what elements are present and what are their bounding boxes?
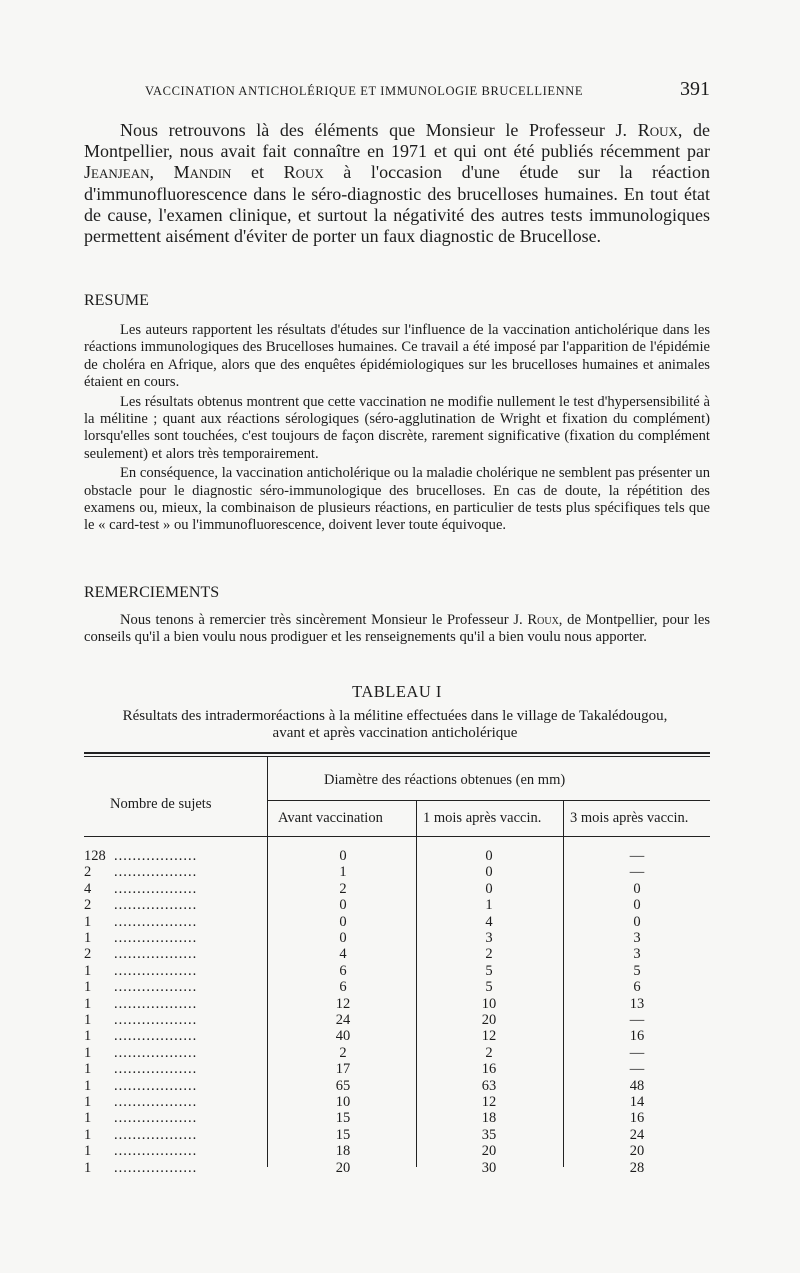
cell-before: 40 <box>335 1028 351 1045</box>
remerciements-heading: REMERCIEMENTS <box>84 584 220 601</box>
cell-3months: 6 <box>633 979 641 996</box>
cell-subjects: 1 <box>84 1143 92 1160</box>
cell-before: 0 <box>339 913 347 930</box>
cell-subjects: 1 <box>84 1061 92 1078</box>
cell-1month: 4 <box>485 913 493 930</box>
table-row <box>84 963 710 980</box>
cell-3months: 48 <box>629 1077 645 1094</box>
cell-1month: 0 <box>485 864 493 881</box>
cell-3months: 0 <box>633 913 641 930</box>
table-row <box>84 1094 710 1111</box>
cell-subjects: 1 <box>84 1094 92 1110</box>
results-table <box>84 752 710 1176</box>
cell-subjects: 1 <box>84 1077 92 1094</box>
table-row <box>84 1127 710 1144</box>
col-3months-header: 3 mois après vaccin. <box>570 810 689 826</box>
table-row <box>84 897 710 914</box>
leader-dots: .................. <box>114 1110 198 1127</box>
cell-3months: 0 <box>633 897 641 914</box>
leader-dots: .................. <box>114 979 198 996</box>
cell-before: 0 <box>339 930 347 946</box>
cell-3months: 3 <box>633 930 641 946</box>
header-mid-rule <box>267 800 710 801</box>
cell-before: 0 <box>339 897 347 914</box>
cell-1month: 0 <box>485 880 493 897</box>
col-1month-header: 1 mois après vaccin. <box>423 810 542 826</box>
cell-3months: 0 <box>633 880 641 897</box>
leader-dots: .................. <box>114 1077 198 1094</box>
resume-heading: RESUME <box>84 292 149 309</box>
cell-1month: 16 <box>481 1061 497 1078</box>
cell-3months: 20 <box>629 1143 645 1160</box>
intro-text-1: Nous retrouvons là des éléments que Monsieur le Professeur J. <box>120 120 638 140</box>
cell-subjects: 1 <box>84 1159 92 1176</box>
cell-subjects: 1 <box>84 913 92 930</box>
intro-paragraph <box>84 120 710 247</box>
table-row <box>84 930 710 947</box>
table-row <box>84 881 710 898</box>
resume-paragraph-2: Les résultats obtenus montrent que cette vaccination ne modifie nullement le test d'hypersensibilité à la mélitine ; quant aux réactions sérologiques (séro-agglutination de Wright et fixation du complément) lorsqu'elles sont touchées, c'est toujours de façon discrète, rarement significative (fixation du complément seulement) et alors très temporairement. <box>84 393 710 462</box>
resume-paragraph-1: Les auteurs rapportent les résultats d'études sur l'influence de la vaccination anticholérique dans les réactions immunologiques des Brucelloses humaines. Ce travail a été imposé par l'apparition de l'épidémie de choléra en Afrique, alors que des enquêtes épidémiologiques sur les brucelloses humaines et animales étaient en cours. <box>84 322 710 391</box>
cell-1month: 2 <box>485 946 493 963</box>
cell-subjects: 2 <box>84 946 92 963</box>
table-row <box>84 1061 710 1078</box>
table-top-rule-2 <box>84 756 710 757</box>
remerciements-paragraph <box>84 612 710 647</box>
leader-dots: .................. <box>114 864 198 881</box>
cell-3months: 3 <box>633 946 641 963</box>
cell-1month: 2 <box>485 1044 493 1061</box>
running-header <box>145 78 710 102</box>
leader-dots: .................. <box>114 1126 198 1143</box>
cell-before: 18 <box>335 1143 351 1160</box>
cell-before: 65 <box>335 1077 351 1094</box>
leader-dots: .................. <box>114 1028 198 1045</box>
cell-1month: 30 <box>481 1159 497 1176</box>
cell-before: 6 <box>339 962 347 979</box>
table-row <box>84 914 710 931</box>
author-name-jeanjean: Jeanjean <box>84 162 150 183</box>
cell-1month: 12 <box>481 1028 497 1045</box>
remerc-text-1: Nous tenons à remercier très sincèrement Monsieur le Professeur J. <box>120 612 528 628</box>
cell-3months: 28 <box>629 1159 645 1176</box>
intro-text-2: , de Montpellier, nous avait fait connaître en 1971 et qui ont été publiés récemment par <box>84 120 710 162</box>
remerc-text-2: , de Montpellier, pour les conseils qu'il a bien voulu nous prodiguer et les renseignements qu'il a bien voulu nous apporter. <box>84 612 710 646</box>
cell-before: 2 <box>339 880 347 897</box>
table-row <box>84 864 710 881</box>
cell-subjects: 2 <box>84 864 92 881</box>
cell-3months: 16 <box>629 1028 645 1045</box>
cell-before: 17 <box>335 1061 351 1078</box>
cell-3months: — <box>629 1061 645 1078</box>
cell-1month: 35 <box>481 1126 497 1143</box>
col-subjects-header: Nombre de sujets <box>110 796 212 812</box>
intro-text-4: et <box>231 162 284 183</box>
table-row <box>84 1012 710 1029</box>
cell-before: 2 <box>339 1044 347 1061</box>
cell-3months: — <box>629 864 645 881</box>
cell-1month: 10 <box>481 995 497 1012</box>
cell-subjects: 1 <box>84 962 92 979</box>
leader-dots: .................. <box>114 1061 198 1078</box>
resume-body <box>84 322 710 537</box>
cell-1month: 18 <box>481 1110 497 1127</box>
cell-1month: 3 <box>485 930 493 946</box>
cell-before: 15 <box>335 1110 351 1127</box>
remerc-name-roux: Roux <box>527 612 559 628</box>
leader-dots: .................. <box>114 1044 198 1061</box>
table-row <box>84 996 710 1013</box>
cell-1month: 5 <box>485 979 493 996</box>
header-bottom-rule <box>84 836 710 837</box>
cell-subjects: 1 <box>84 930 92 946</box>
cell-before: 12 <box>335 995 351 1012</box>
cell-3months: — <box>629 1044 645 1061</box>
running-title: VACCINATION ANTICHOLÉRIQUE ET IMMUNOLOGIE BRUCELLIENNE <box>145 84 584 98</box>
cell-1month: 5 <box>485 962 493 979</box>
table-row <box>84 848 710 865</box>
table-row <box>84 1028 710 1045</box>
cell-3months: 13 <box>629 995 645 1012</box>
leader-dots: .................. <box>114 1143 198 1160</box>
cell-1month: 63 <box>481 1077 497 1094</box>
cell-subjects: 128 <box>84 848 106 864</box>
cell-subjects: 1 <box>84 1044 92 1061</box>
author-name-roux-2: Roux <box>283 162 324 183</box>
table-caption: Résultats des intradermoréactions à la mélitine effectuées dans le village de Takalédougou, avant et après vaccination anticholérique <box>122 708 668 741</box>
table-row <box>84 1110 710 1127</box>
cell-1month: 20 <box>481 1012 497 1028</box>
table-row <box>84 979 710 996</box>
leader-dots: .................. <box>114 995 198 1012</box>
cell-subjects: 1 <box>84 1110 92 1127</box>
cell-before: 24 <box>335 1012 351 1028</box>
cell-1month: 12 <box>481 1094 497 1110</box>
cell-3months: 14 <box>629 1094 645 1110</box>
leader-dots: .................. <box>114 848 198 864</box>
cell-before: 6 <box>339 979 347 996</box>
cell-subjects: 4 <box>84 880 92 897</box>
cell-subjects: 1 <box>84 1126 92 1143</box>
cell-1month: 1 <box>485 897 493 914</box>
cell-subjects: 1 <box>84 1012 92 1028</box>
leader-dots: .................. <box>114 946 198 963</box>
leader-dots: .................. <box>114 913 198 930</box>
cell-subjects: 1 <box>84 979 92 996</box>
diameter-group-header: Diamètre des réactions obtenues (en mm) <box>324 772 566 788</box>
cell-before: 10 <box>335 1094 351 1110</box>
cell-subjects: 1 <box>84 995 92 1012</box>
intro-text-3: , <box>149 162 174 183</box>
cell-subjects: 1 <box>84 1028 92 1045</box>
col-before-header: Avant vaccination <box>278 810 383 826</box>
cell-before: 4 <box>339 946 347 963</box>
page-number: 391 <box>680 78 710 100</box>
table-title: TABLEAU I <box>352 682 442 701</box>
cell-3months: 24 <box>629 1126 645 1143</box>
table-row <box>84 1143 710 1160</box>
cell-subjects: 2 <box>84 897 92 914</box>
intro-text-5: à l'occasion d'une étude sur la réaction d'immunofluorescence dans le séro-diagnostic des brucelloses humaines. En tout état de cause, l'examen clinique, et surtout la négativité des autres tests immunologiques permettent aisément d'éviter de porter un faux diagnostic de Brucellose. <box>84 162 711 247</box>
cell-before: 0 <box>339 848 347 864</box>
leader-dots: .................. <box>114 1094 198 1110</box>
table-row <box>84 1160 710 1177</box>
table-top-rule <box>84 752 710 754</box>
cell-3months: 5 <box>633 962 641 979</box>
table-row <box>84 946 710 963</box>
leader-dots: .................. <box>114 962 198 979</box>
leader-dots: .................. <box>114 1159 198 1176</box>
resume-paragraph-3: En conséquence, la vaccination anticholérique ou la maladie cholérique ne semblent pas présenter un obstacle pour le diagnostic séro-immunologique des brucelloses. En cas de doute, la répétition des examens ou, mieux, la combinaison de plusieurs réactions, en particulier de tests plus spécifiques tels que le « card-test » ou l'immunofluorescence, doivent lever toute équivoque. <box>84 465 710 534</box>
cell-1month: 20 <box>481 1143 497 1160</box>
cell-1month: 0 <box>485 848 493 864</box>
table-row <box>84 1045 710 1062</box>
leader-dots: .................. <box>114 1012 198 1028</box>
leader-dots: .................. <box>114 897 198 914</box>
author-name-mandin: Mandin <box>173 162 232 183</box>
leader-dots: .................. <box>114 930 198 946</box>
cell-3months: — <box>629 1012 645 1028</box>
cell-3months: 16 <box>629 1110 645 1127</box>
cell-before: 15 <box>335 1126 351 1143</box>
author-name-roux: Roux <box>637 120 678 140</box>
cell-3months: — <box>629 848 645 864</box>
cell-before: 1 <box>339 864 347 881</box>
table-row <box>84 1078 710 1095</box>
leader-dots: .................. <box>114 880 198 897</box>
cell-before: 20 <box>335 1159 351 1176</box>
